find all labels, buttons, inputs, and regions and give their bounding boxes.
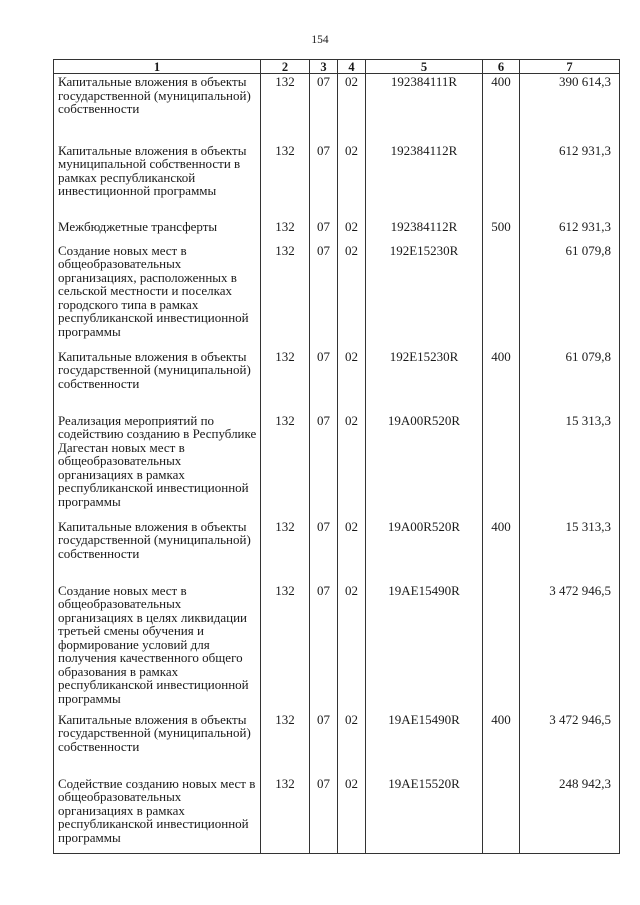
amount: 61 079,8 bbox=[520, 349, 620, 413]
target-article-code: 192384111R bbox=[366, 74, 483, 143]
item-name: Создание новых мест в общеобразовательных организациях, расположенных в сельской местности и поселках городского типа в рамках республиканской инвестиционной программы bbox=[54, 243, 261, 349]
section-code: 07 bbox=[310, 349, 338, 413]
section-code: 07 bbox=[310, 712, 338, 776]
amount: 61 079,8 bbox=[520, 243, 620, 349]
section-code: 07 bbox=[310, 583, 338, 712]
header-col-1: 1 bbox=[54, 60, 261, 74]
table-row bbox=[54, 243, 620, 349]
amount: 3 472 946,5 bbox=[520, 583, 620, 712]
target-article-code: 192384112R bbox=[366, 143, 483, 219]
ministry-code: 132 bbox=[261, 143, 310, 219]
expense-type-code: 400 bbox=[483, 712, 520, 776]
table-row bbox=[54, 74, 620, 143]
ministry-code: 132 bbox=[261, 243, 310, 349]
budget-table bbox=[53, 59, 620, 854]
subsection-code: 02 bbox=[338, 143, 366, 219]
subsection-code: 02 bbox=[338, 219, 366, 243]
section-code: 07 bbox=[310, 143, 338, 219]
table-row bbox=[54, 519, 620, 583]
subsection-code: 02 bbox=[338, 243, 366, 349]
ministry-code: 132 bbox=[261, 776, 310, 854]
ministry-code: 132 bbox=[261, 349, 310, 413]
expense-type-code bbox=[483, 243, 520, 349]
item-name: Межбюджетные трансферты bbox=[54, 219, 261, 243]
section-code: 07 bbox=[310, 776, 338, 854]
table-row bbox=[54, 583, 620, 712]
amount: 248 942,3 bbox=[520, 776, 620, 854]
header-row bbox=[54, 60, 620, 74]
expense-type-code: 400 bbox=[483, 74, 520, 143]
expense-type-code bbox=[483, 143, 520, 219]
item-name: Содействие созданию новых мест в общеобразовательных организациях в рамках республиканской инвестиционной программы bbox=[54, 776, 261, 854]
amount: 3 472 946,5 bbox=[520, 712, 620, 776]
target-article-code: 19AE15490R bbox=[366, 712, 483, 776]
header-col-6: 6 bbox=[483, 60, 520, 74]
table-row bbox=[54, 349, 620, 413]
item-name: Капитальные вложения в объекты государственной (муниципальной) собственности bbox=[54, 74, 261, 143]
item-name: Капитальные вложения в объекты муниципальной собственности в рамках республиканской инвестиционной программы bbox=[54, 143, 261, 219]
section-code: 07 bbox=[310, 413, 338, 519]
item-name: Реализация мероприятий по содействию созданию в Республике Дагестан новых мест в общеобразовательных организациях в рамках республиканской инвестиционной программы bbox=[54, 413, 261, 519]
amount: 612 931,3 bbox=[520, 219, 620, 243]
subsection-code: 02 bbox=[338, 519, 366, 583]
header-col-7: 7 bbox=[520, 60, 620, 74]
target-article-code: 192E15230R bbox=[366, 349, 483, 413]
expense-type-code bbox=[483, 413, 520, 519]
header-col-2: 2 bbox=[261, 60, 310, 74]
target-article-code: 192E15230R bbox=[366, 243, 483, 349]
amount: 15 313,3 bbox=[520, 413, 620, 519]
target-article-code: 19AE15490R bbox=[366, 583, 483, 712]
header-col-3: 3 bbox=[310, 60, 338, 74]
item-name: Создание новых мест в общеобразовательных организациях в целях ликвидации третьей смены обучения и формирование условий для получения качественного общего образования в рамках республиканской инвестиционной программы bbox=[54, 583, 261, 712]
ministry-code: 132 bbox=[261, 219, 310, 243]
target-article-code: 19A00R520R bbox=[366, 413, 483, 519]
ministry-code: 132 bbox=[261, 712, 310, 776]
target-article-code: 19A00R520R bbox=[366, 519, 483, 583]
amount: 15 313,3 bbox=[520, 519, 620, 583]
target-article-code: 192384112R bbox=[366, 219, 483, 243]
section-code: 07 bbox=[310, 74, 338, 143]
table-row bbox=[54, 712, 620, 776]
item-name: Капитальные вложения в объекты государственной (муниципальной) собственности bbox=[54, 349, 261, 413]
subsection-code: 02 bbox=[338, 712, 366, 776]
subsection-code: 02 bbox=[338, 349, 366, 413]
table-row bbox=[54, 219, 620, 243]
subsection-code: 02 bbox=[338, 776, 366, 854]
ministry-code: 132 bbox=[261, 74, 310, 143]
subsection-code: 02 bbox=[338, 583, 366, 712]
expense-type-code: 400 bbox=[483, 519, 520, 583]
section-code: 07 bbox=[310, 519, 338, 583]
ministry-code: 132 bbox=[261, 583, 310, 712]
ministry-code: 132 bbox=[261, 413, 310, 519]
target-article-code: 19AE15520R bbox=[366, 776, 483, 854]
section-code: 07 bbox=[310, 243, 338, 349]
expense-type-code: 400 bbox=[483, 349, 520, 413]
table-row bbox=[54, 143, 620, 219]
expense-type-code bbox=[483, 776, 520, 854]
expense-type-code: 500 bbox=[483, 219, 520, 243]
subsection-code: 02 bbox=[338, 74, 366, 143]
item-name: Капитальные вложения в объекты государственной (муниципальной) собственности bbox=[54, 519, 261, 583]
table-row bbox=[54, 413, 620, 519]
header-col-4: 4 bbox=[338, 60, 366, 74]
header-col-5: 5 bbox=[366, 60, 483, 74]
amount: 612 931,3 bbox=[520, 143, 620, 219]
item-name: Капитальные вложения в объекты государственной (муниципальной) собственности bbox=[54, 712, 261, 776]
page-number: 154 bbox=[311, 34, 329, 46]
table-row bbox=[54, 776, 620, 854]
section-code: 07 bbox=[310, 219, 338, 243]
expense-type-code bbox=[483, 583, 520, 712]
ministry-code: 132 bbox=[261, 519, 310, 583]
subsection-code: 02 bbox=[338, 413, 366, 519]
amount: 390 614,3 bbox=[520, 74, 620, 143]
